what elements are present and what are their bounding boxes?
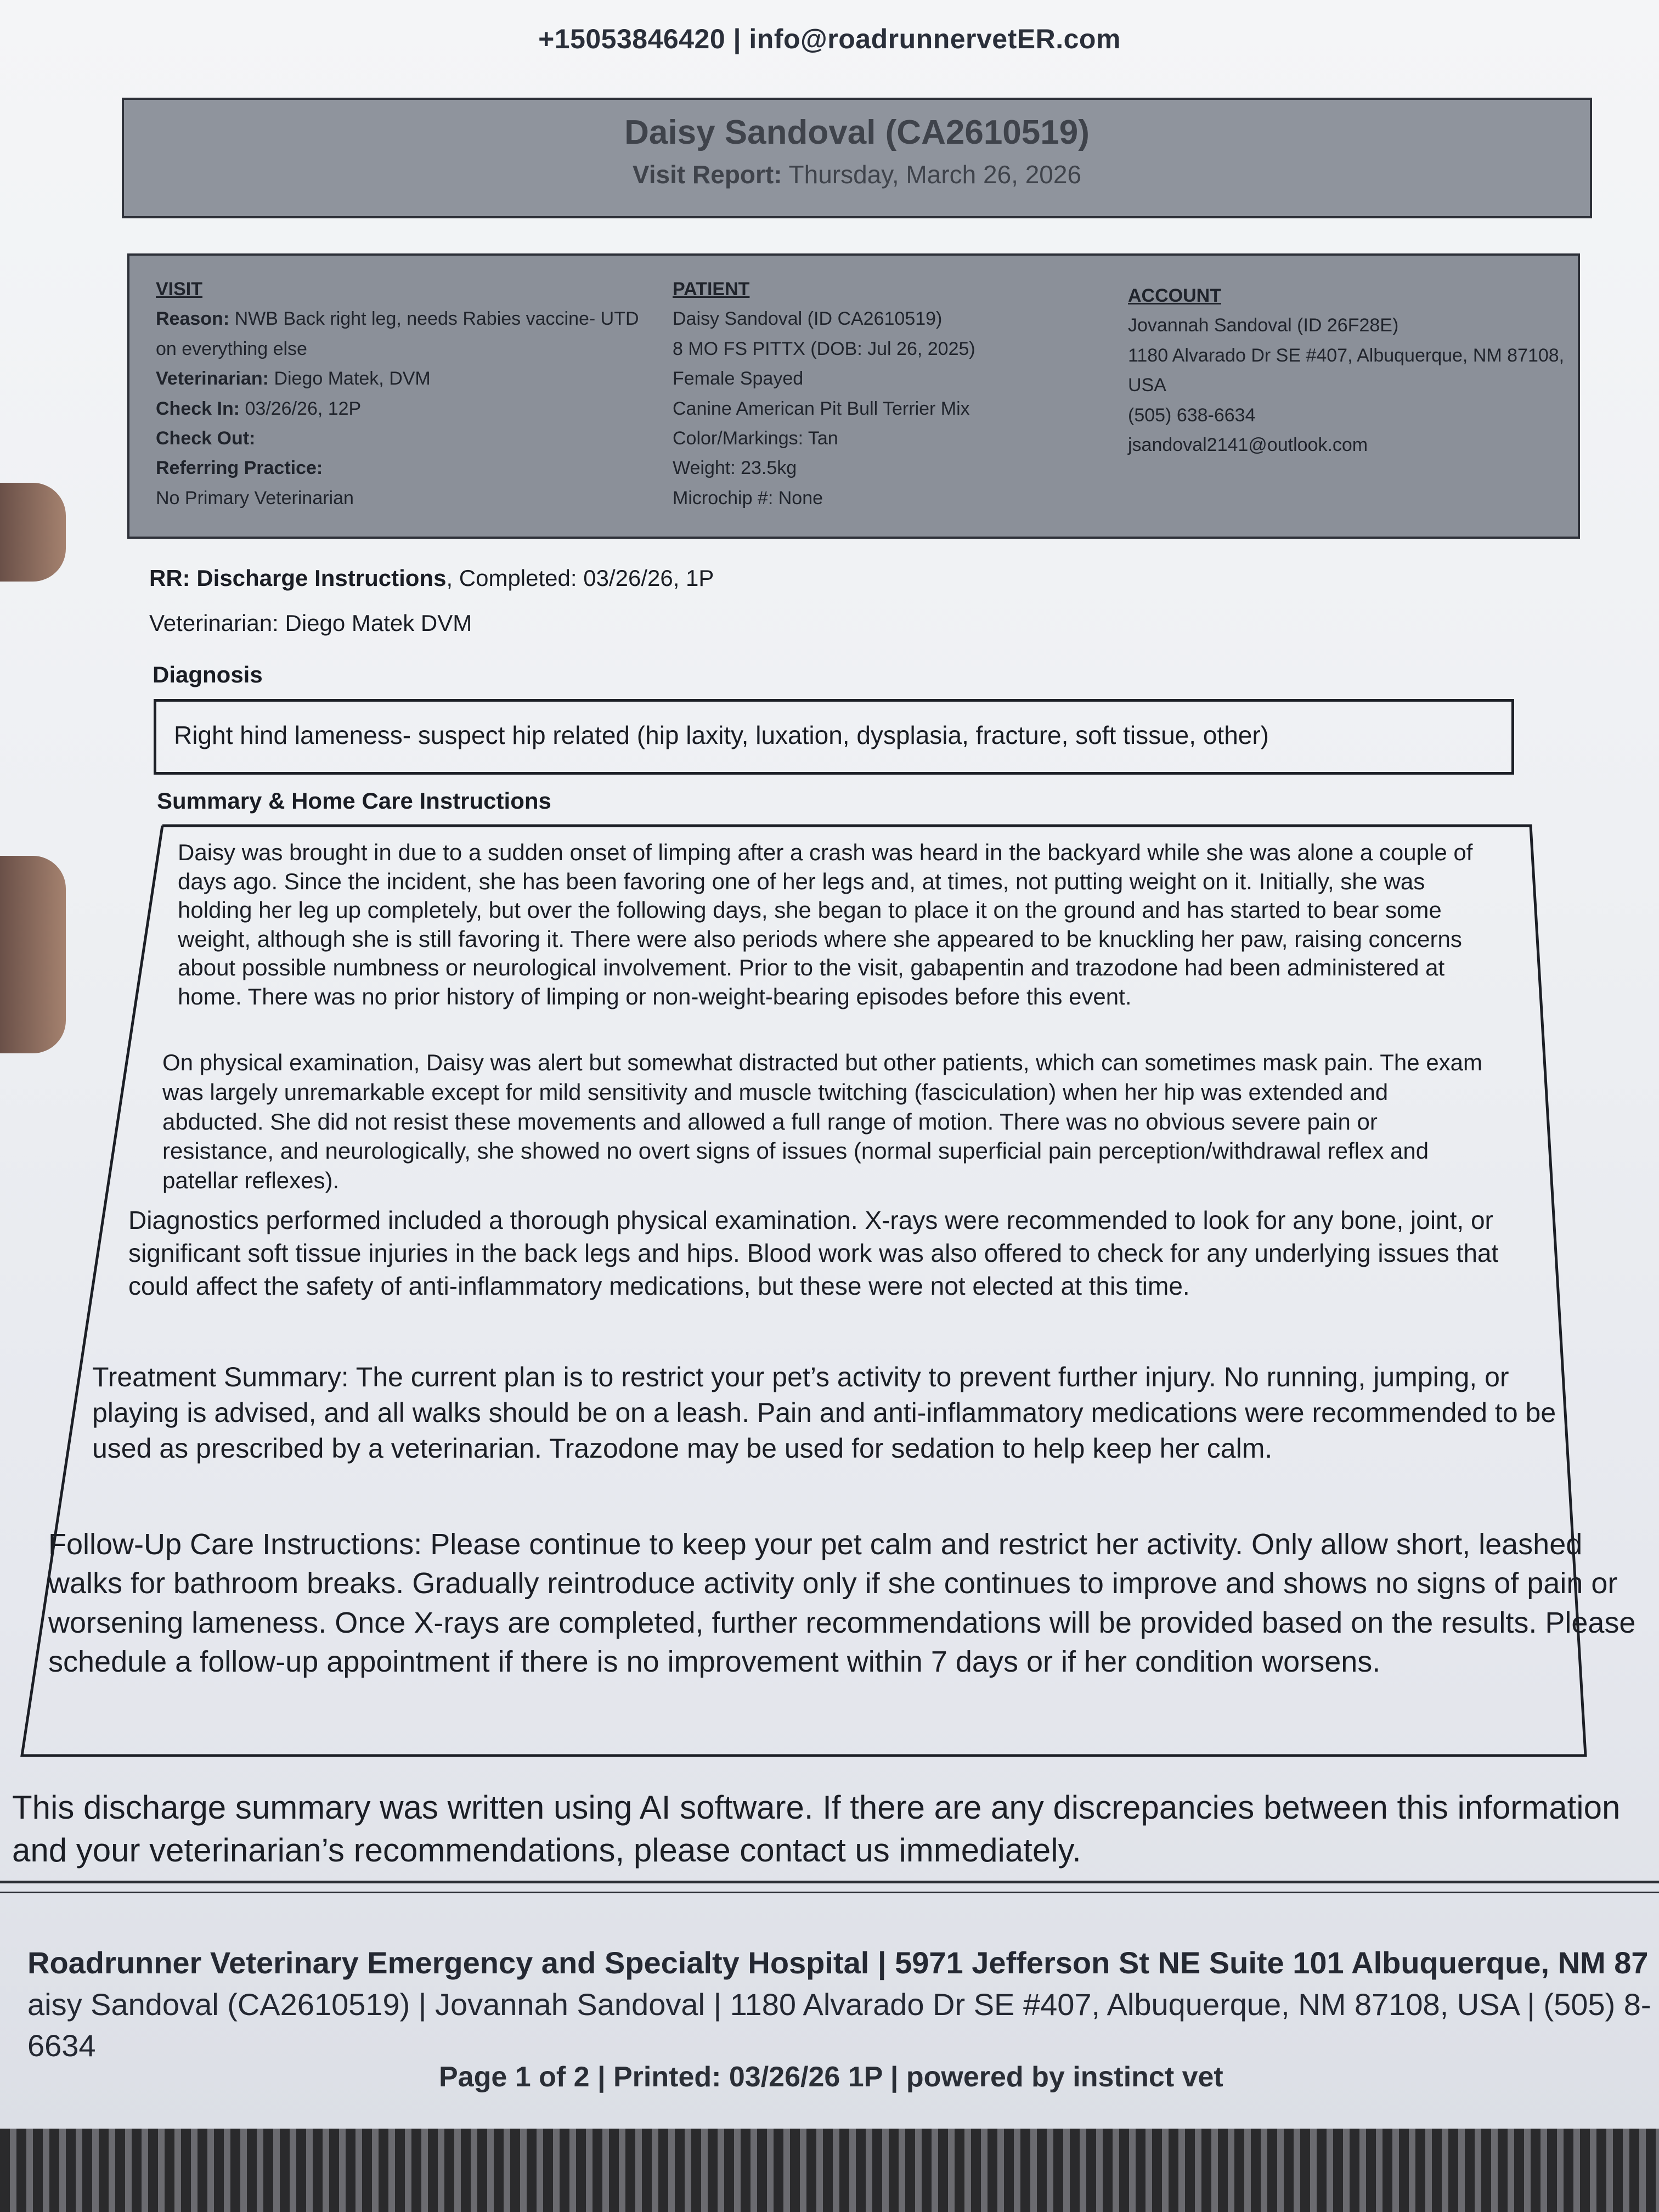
check-in-label: Check In: [156, 398, 240, 419]
car-seat-background [0, 2129, 1659, 2212]
referring-label: Referring Practice: [156, 458, 323, 479]
account-line: Jovannah Sandoval (ID 26F28E) [1128, 315, 1399, 336]
visit-column [156, 274, 650, 513]
patient-line: Daisy Sandoval (ID CA2610519) [673, 308, 943, 330]
discharge-title-line [149, 565, 714, 591]
veterinarian-value: Diego Matek, DVM [274, 368, 431, 390]
patient-line: 8 MO FS PITTX (DOB: Jul 26, 2025) [673, 338, 975, 359]
patient-line: Female Spayed [673, 368, 804, 390]
visit-report-label: Visit Report: [632, 160, 782, 189]
visit-check-out [156, 424, 650, 453]
visit-report-line [124, 160, 1590, 189]
veterinarian-label: Veterinarian: [156, 368, 269, 390]
visit-check-in [156, 394, 650, 424]
account-column [1128, 281, 1567, 460]
summary-paragraph: Diagnostics performed included a thorough physical examination. X-rays were recommended to look for any bone, joint, or significant soft tissue injuries in the back legs and hips. Blood work was also offered to check for any underlying issues that could affect the safety of anti-inflammatory medications, but these were not elected at this time. [128, 1206, 1499, 1300]
treatment-summary: Treatment Summary: The current plan is to restrict your pet’s activity to prevent further injury. No running, jumping, or playing is advised, and all walks should be on a leash. Pain and anti-inflammatory medications were recommended to be used as prescribed by a veterinarian. Trazodone may be used for sedation to help keep her calm. [92, 1362, 1556, 1464]
thumb-bottom [0, 856, 66, 1053]
summary-heading: Summary & Home Care Instructions [157, 788, 551, 814]
summary-paragraph: Daisy was brought in due to a sudden onset of limping after a crash was heard in the backyard while she was alone a couple of days ago. Since the incident, she has been favoring one of her legs and, at times, not putting weight on it. Initially, she was holding her leg up completely, but over the following days, she began to place it on the ground and has started to bear some weight, although she is still favoring it. There were also periods where she appeared to be knuckling her paw, raising concerns about possible numbness or neurological involvement. Prior to the visit, gabapentin and trazodone had been administered at home. There was no prior history of limping or non-weight-bearing episodes before this event. [178, 839, 1473, 1009]
account-line: 1180 Alvarado Dr SE #407, Albuquerque, NM 87108, USA [1128, 345, 1565, 396]
visit-info-panel [127, 253, 1580, 539]
visit-referring-label [156, 453, 650, 483]
footer [27, 1942, 1659, 2067]
patient-line: Canine American Pit Bull Terrier Mix [673, 398, 970, 419]
discharge-title: RR: Discharge Instructions [149, 565, 447, 591]
summary-paragraph: On physical examination, Daisy was alert but somewhat distracted but other patients, which can sometimes mask pain. The exam was largely unremarkable except for mild sensitivity and muscle twitching (fasciculation) when her hip was extended and abducted. She did not resist these movements and allowed a full range of motion. There was no obvious severe pain or resistance, and neurologically, she showed no overt signs of issues (normal superficial pain perception/withdrawal reflex and patellar reflexes). [162, 1049, 1483, 1193]
reason-label: Reason: [156, 308, 230, 330]
report-banner [122, 98, 1592, 218]
divider [0, 1881, 1659, 1883]
check-out-label: Check Out: [156, 427, 256, 449]
contact-line: +15053846420 | info@roadrunnervetER.com [538, 24, 1121, 54]
patient-column [673, 274, 1122, 513]
visit-veterinarian [156, 364, 650, 393]
visit-referring-value: No Primary Veterinarian [156, 487, 354, 509]
discharge-veterinarian: Veterinarian: Diego Matek DVM [149, 610, 472, 636]
thumb-top [0, 483, 66, 582]
patient-header: PATIENT [673, 279, 750, 300]
patient-line: Color/Markings: Tan [673, 427, 838, 449]
visit-reason [156, 304, 650, 364]
page-footer: Page 1 of 2 | Printed: 03/26/26 1P | powered by instinct vet [439, 2061, 1223, 2093]
account-line: jsandoval2141@outlook.com [1128, 434, 1368, 455]
follow-up-instructions: Follow-Up Care Instructions: Please continue to keep your pet calm and restrict her activity. Only allow short, leashed walks for bathroom breaks. Gradually reintroduce activity only if she continues to improve and shows no signs of pain or worsening lameness. Once X-rays are completed, further recommendations will be provided based on the results. Please schedule a follow-up appointment if there is no improvement within 7 days or if her condition worsens. [48, 1528, 1636, 1678]
diagnosis-text: Right hind lameness- suspect hip related (hip laxity, luxation, dysplasia, fracture, soft tissue, other) [174, 721, 1269, 749]
diagnosis-box [154, 699, 1514, 775]
diagnosis-heading: Diagnosis [153, 662, 263, 687]
account-line: (505) 638-6634 [1128, 404, 1256, 426]
divider [0, 1892, 1659, 1893]
account-header: ACCOUNT [1128, 285, 1221, 306]
patient-line: Microchip #: None [673, 487, 823, 509]
visit-report-date: Thursday, March 26, 2026 [788, 160, 1082, 189]
footer-hospital-text: Roadrunner Veterinary Emergency and Specialty Hospital | 5971 Jefferson St NE Suite 101 Albuquerque, NM 87 [27, 1945, 1649, 1980]
patient-title: Daisy Sandoval (CA2610519) [624, 114, 1090, 151]
check-in-value: 03/26/26, 12P [245, 398, 362, 419]
reason-value: NWB Back right leg, needs Rabies vaccine- UTD on everything else [156, 308, 639, 359]
patient-line: Weight: 23.5kg [673, 458, 797, 479]
visit-header: VISIT [156, 279, 203, 300]
footer-hospital [27, 1942, 1659, 1984]
ai-notice: This discharge summary was written using AI software. If there are any discrepancies between this information and your veterinarian’s recommendations, please contact us immediately. [12, 1789, 1621, 1869]
discharge-completed: , Completed: 03/26/26, 1P [446, 565, 714, 591]
footer-client-line: aisy Sandoval (CA2610519) | Jovannah Sandoval | 1180 Alvarado Dr SE #407, Albuquerque, NM 87108, USA | (505) 8-6634 [27, 1987, 1651, 2063]
